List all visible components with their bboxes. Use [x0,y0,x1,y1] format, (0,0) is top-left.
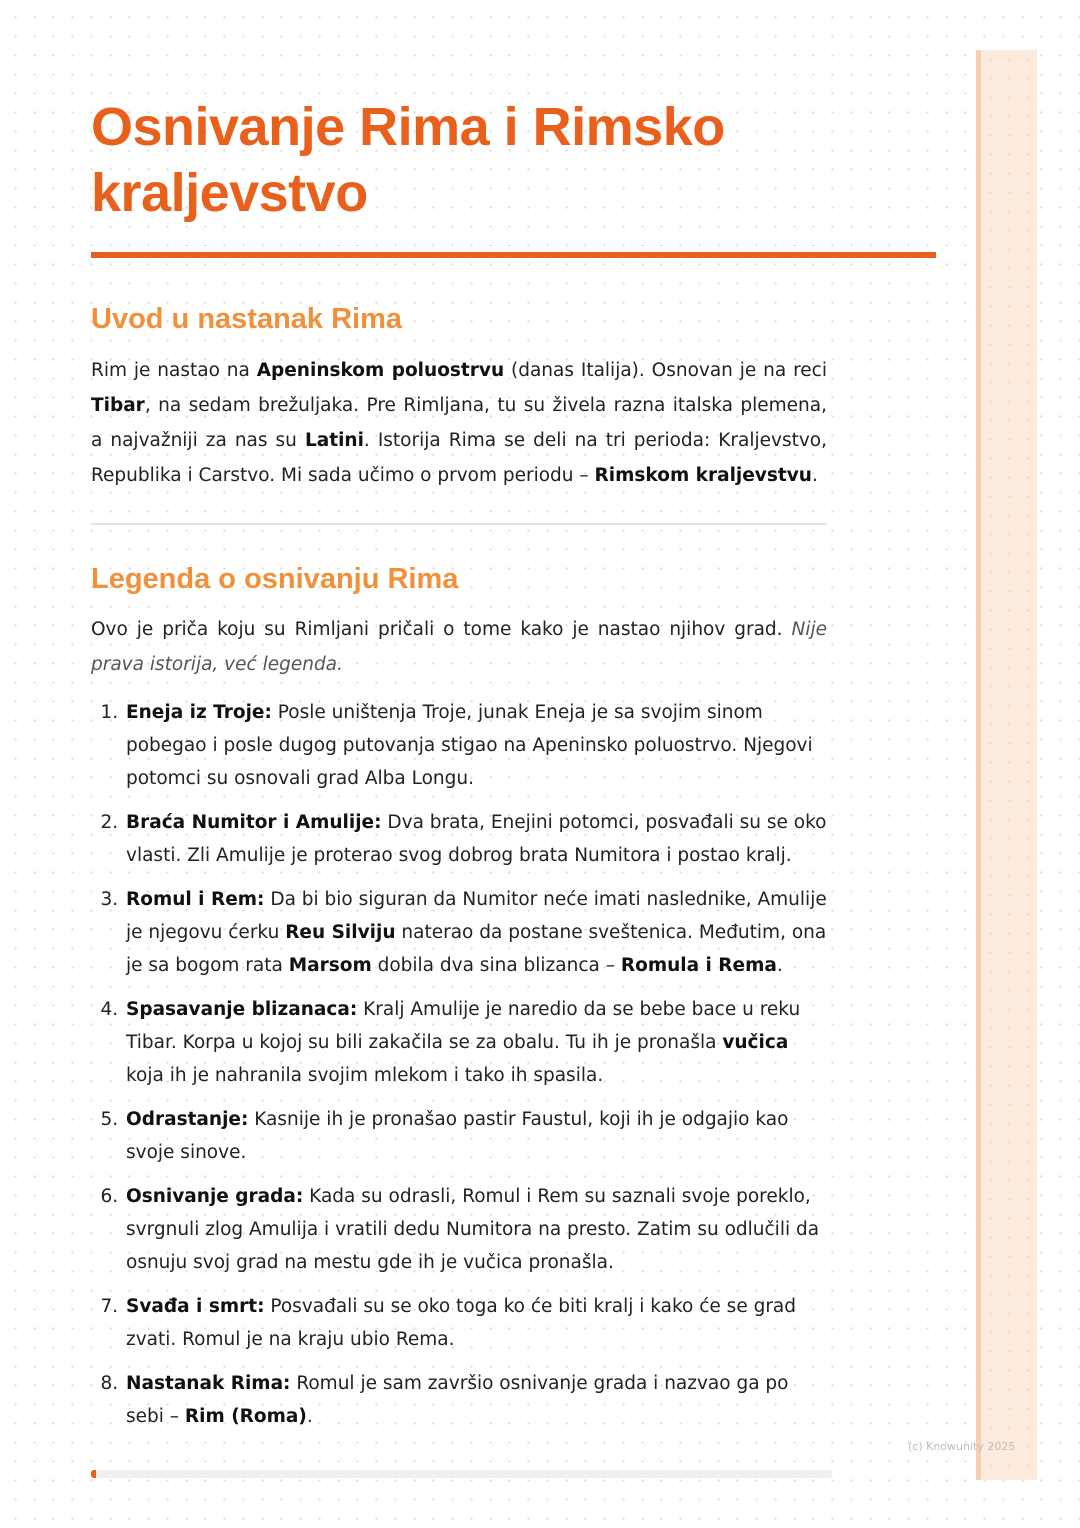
bold-term: Apeninskom poluostrvu [256,360,505,381]
item-label: Braća Numitor i Amulije: [126,812,382,833]
list-item [124,1103,827,1169]
item-text: Romul je sam završio osnivanje grada i nazvao ga po sebi – [126,1373,789,1427]
list-item [124,1290,827,1356]
section-heading-legend: Legenda o osnivanju Rima [91,563,459,595]
bold-term: Rimskom kraljevstvu [594,465,812,486]
list-item [124,993,827,1092]
text: Rim je nastao na [91,360,257,381]
item-label: Odrastanje: [126,1109,249,1130]
item-text: Posvađali su se oko toga ko će biti kralj i kako će se grad zvati. Romul je na kraju ubio Rema. [126,1296,797,1350]
list-item [124,883,827,982]
bold-term: Marsom [288,955,372,976]
item-text: Kasnije ih je pronašao pastir Faustul, koji ih je odgajio kao svoje sinove. [126,1109,789,1163]
document-body [91,94,827,1444]
watermark: (c) Knowunity 2025 [908,1440,1016,1453]
item-label: Nastanak Rima: [126,1373,291,1394]
list-item [124,806,827,872]
intro-paragraph [91,353,827,493]
item-label: Eneja iz Troje: [126,702,272,723]
next-block-edge [91,1470,832,1478]
item-text: Posle uništenja Troje, junak Eneja je sa svojim sinom pobegao i posle dugog putovanja stigao na Apeninsko poluostrvo. Njegovi potomci su osnovali grad Alba Longu. [126,702,813,789]
item-label: Svađa i smrt: [126,1296,265,1317]
bold-term: vučica [722,1032,789,1053]
page-title: Osnivanje Rima i Rimsko kraljevstvo [91,97,725,223]
text: (danas Italija). Osnovan je na reci [504,360,827,381]
section-heading-intro: Uvod u nastanak Rima [91,303,403,335]
text: . [811,465,818,486]
legend-intro-paragraph [91,612,827,682]
italic-note: Nije prava istorija, već legenda. [91,619,827,675]
item-text: Dva brata, Enejini potomci, posvađali su se oko vlasti. Zli Amulije je proterao svog dobrog brata Numitora i postao kralj. [126,812,827,866]
list-item [124,1367,827,1433]
side-decoration-strip [976,50,1037,1480]
bold-term: Tibar [91,395,145,416]
bold-term: Latini [304,430,364,451]
title-underline [91,252,936,258]
item-label: Spasavanje blizanaca: [126,999,358,1020]
item-text: Kada su odrasli, Romul i Rem su saznali svoje poreklo, svrgnuli zlog Amulija i vratili dedu Numitora na presto. Zatim su odlučili da osnuju svoj grad na mestu gde ih je vučica pronašla. [126,1186,820,1273]
item-text: dobila dva sina blizanca – [371,955,621,976]
text: Ovo je priča koju su Rimljani pričali o tome kako je nastao njihov grad. [91,619,792,640]
text: . Istorija Rima se deli na tri perioda: Kraljevstvo, Republika i Carstvo. Mi sada učimo o prvom periodu – [91,430,827,486]
list-item [124,696,827,795]
item-text: . [306,1406,313,1427]
item-text: . [776,955,783,976]
bold-term: Reu Silviju [285,922,396,943]
section-divider [91,523,827,525]
item-text: koja ih je nahranila svojim mlekom i tako ih spasila. [126,1065,604,1086]
item-label: Osnivanje grada: [126,1186,304,1207]
item-text: Kralj Amulije je naredio da se bebe bace u reku Tibar. Korpa u kojoj su bili zakačila se za obalu. Tu ih je pronašla [126,999,801,1053]
list-item [124,1180,827,1279]
legend-list [91,696,827,1433]
bold-term: Rim (Roma) [184,1406,307,1427]
bold-term: Romula i Rema [620,955,777,976]
text: , na sedam brežuljaka. Pre Rimljana, tu su živela razna italska plemena, a najvažniji za nas su [91,395,827,451]
item-text: naterao da postane sveštenica. Međutim, ona je sa bogom rata [126,922,827,976]
item-label: Romul i Rem: [126,889,265,910]
item-text: Da bi bio siguran da Numitor neće imati naslednike, Amulije je njegovu ćerku [126,889,827,943]
